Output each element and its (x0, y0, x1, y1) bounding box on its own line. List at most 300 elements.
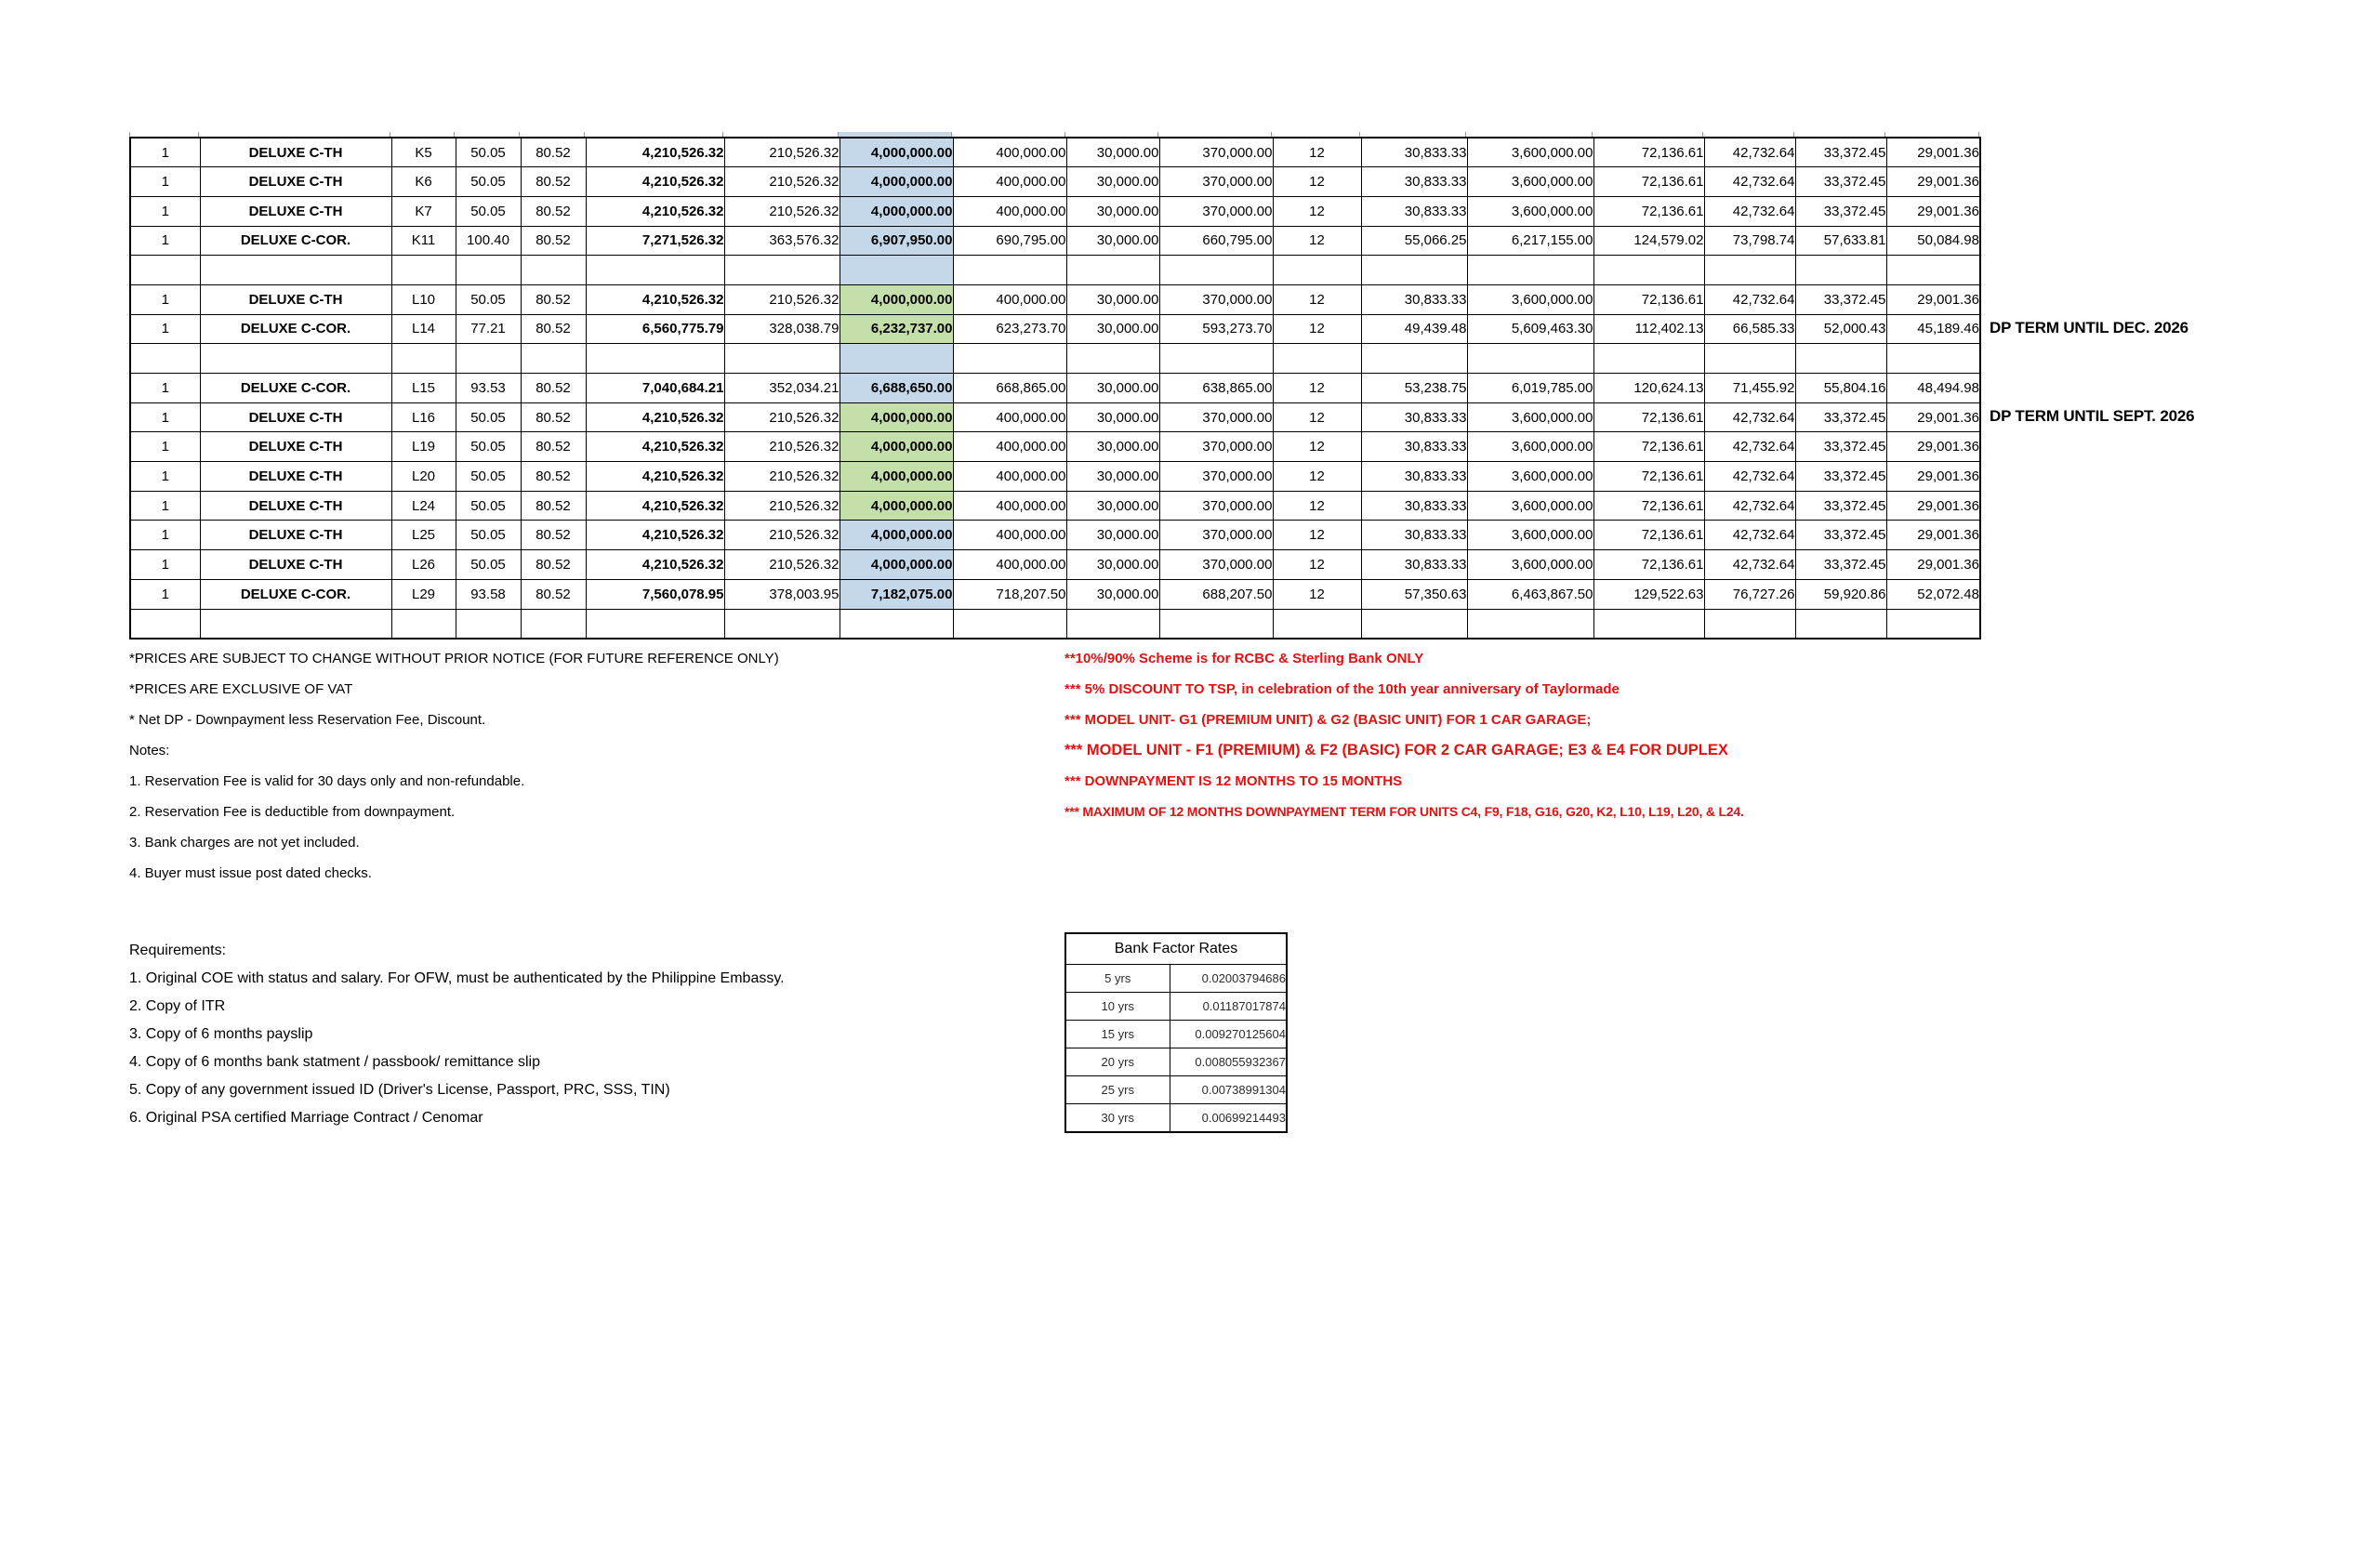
bank-factor-row (1065, 1104, 1287, 1133)
cell: 73,798.74 (1704, 226, 1795, 256)
cell: 29,001.36 (1886, 462, 1980, 492)
cell: 33,372.45 (1795, 432, 1886, 462)
fn-line: * Net DP - Downpayment less Reservation Fee, Discount. (129, 712, 486, 728)
bank-factor-rates-header-row (1065, 933, 1287, 965)
cell: 42,732.64 (1704, 491, 1795, 521)
cell: 12 (1273, 550, 1361, 580)
cell (130, 256, 200, 285)
cell (724, 609, 840, 639)
cell: DELUXE C-COR. (200, 314, 391, 344)
cell: 72,136.61 (1593, 402, 1704, 432)
cell: 400,000.00 (953, 138, 1066, 167)
bank-rate: 0.00738991304 (1170, 1076, 1287, 1104)
dp-term-dec-annotation: DP TERM UNTIL DEC. 2026 (1990, 319, 2188, 336)
fn-line: 4. Buyer must issue post dated checks. (129, 865, 372, 881)
cell: DELUXE C-COR. (200, 226, 391, 256)
cell: 12 (1273, 374, 1361, 403)
cell (953, 256, 1066, 285)
cell: 72,136.61 (1593, 138, 1704, 167)
cell (586, 609, 724, 639)
cell (1795, 344, 1886, 374)
cell: 30,000.00 (1066, 462, 1159, 492)
cell: 6,688,650.00 (840, 374, 953, 403)
price-footnotes (129, 643, 779, 889)
red-line: *** 5% DISCOUNT TO TSP, in celebration of the 10th year anniversary of Taylormade (1064, 681, 1620, 697)
cell (1273, 256, 1361, 285)
cell: DELUXE C-TH (200, 432, 391, 462)
bank-term: 15 yrs (1065, 1021, 1170, 1048)
cell: 1 (130, 314, 200, 344)
cell: 30,000.00 (1066, 314, 1159, 344)
cell: 33,372.45 (1795, 550, 1886, 580)
cell: 5,609,463.30 (1467, 314, 1593, 344)
cell: DELUXE C-TH (200, 521, 391, 550)
cell: 72,136.61 (1593, 491, 1704, 521)
cell: DELUXE C-TH (200, 284, 391, 314)
table-row (130, 344, 1980, 374)
table-row (130, 550, 1980, 580)
cell: 210,526.32 (724, 402, 840, 432)
table-row (130, 402, 1980, 432)
fn-line: 1. Reservation Fee is valid for 30 days only and non-refundable. (129, 773, 525, 789)
cell: 210,526.32 (724, 432, 840, 462)
cell: 4,210,526.32 (586, 491, 724, 521)
cell: 210,526.32 (724, 167, 840, 197)
cell: 30,000.00 (1066, 138, 1159, 167)
cell: 33,372.45 (1795, 138, 1886, 167)
cell: 72,136.61 (1593, 521, 1704, 550)
cell: 30,000.00 (1066, 521, 1159, 550)
cell: 30,000.00 (1066, 374, 1159, 403)
cell: 12 (1273, 226, 1361, 256)
cell (200, 609, 391, 639)
cell: 370,000.00 (1159, 138, 1273, 167)
cell: 50.05 (456, 138, 521, 167)
cell: 363,576.32 (724, 226, 840, 256)
red-line: *** MODEL UNIT- G1 (PREMIUM UNIT) & G2 (BASIC UNIT) FOR 1 CAR GARAGE; (1064, 712, 1592, 728)
cell: 370,000.00 (1159, 462, 1273, 492)
cell: 72,136.61 (1593, 550, 1704, 580)
table-row (130, 432, 1980, 462)
cell: 4,210,526.32 (586, 284, 724, 314)
cell: 7,560,078.95 (586, 579, 724, 609)
cell: 4,210,526.32 (586, 402, 724, 432)
cell (1361, 256, 1467, 285)
cell: 30,000.00 (1066, 226, 1159, 256)
cell: 12 (1273, 402, 1361, 432)
cell: 1 (130, 402, 200, 432)
cell: 42,732.64 (1704, 550, 1795, 580)
cell: 6,463,867.50 (1467, 579, 1593, 609)
cell: 4,210,526.32 (586, 521, 724, 550)
cell: 400,000.00 (953, 462, 1066, 492)
cell: L26 (391, 550, 456, 580)
cell (1066, 256, 1159, 285)
cell: 29,001.36 (1886, 138, 1980, 167)
table-row (130, 138, 1980, 167)
cell: 33,372.45 (1795, 462, 1886, 492)
cell: 50.05 (456, 284, 521, 314)
cell: 100.40 (456, 226, 521, 256)
cell: 112,402.13 (1593, 314, 1704, 344)
requirements-title: Requirements: (129, 943, 227, 958)
cell: 42,732.64 (1704, 402, 1795, 432)
cell: DELUXE C-TH (200, 167, 391, 197)
cell: 80.52 (521, 374, 586, 403)
cell (586, 344, 724, 374)
cell: 4,210,526.32 (586, 196, 724, 226)
cell: 400,000.00 (953, 521, 1066, 550)
cell: 4,000,000.00 (840, 521, 953, 550)
bank-factor-row (1065, 1048, 1287, 1076)
cell (840, 609, 953, 639)
dp-term-sept-annotation: DP TERM UNTIL SEPT. 2026 (1990, 407, 2195, 425)
bank-factor-rates-section (1064, 932, 1288, 1133)
cell: 370,000.00 (1159, 550, 1273, 580)
bank-rate: 0.01187017874 (1170, 993, 1287, 1021)
cell: 4,210,526.32 (586, 462, 724, 492)
fn-line: 3. Bank charges are not yet included. (129, 835, 360, 851)
cell: 45,189.46 (1886, 314, 1980, 344)
cell: 30,833.33 (1361, 462, 1467, 492)
cell (391, 609, 456, 639)
cell: 33,372.45 (1795, 491, 1886, 521)
cell: 57,350.63 (1361, 579, 1467, 609)
cell: 29,001.36 (1886, 432, 1980, 462)
cell: 210,526.32 (724, 138, 840, 167)
cell: 80.52 (521, 196, 586, 226)
cell (1361, 344, 1467, 374)
cell (391, 344, 456, 374)
cell: 12 (1273, 432, 1361, 462)
cell: 623,273.70 (953, 314, 1066, 344)
cell: 1 (130, 579, 200, 609)
cell: 59,920.86 (1795, 579, 1886, 609)
cell (1704, 256, 1795, 285)
cell (840, 344, 953, 374)
cell: 12 (1273, 579, 1361, 609)
cell: 57,633.81 (1795, 226, 1886, 256)
cell: 4,210,526.32 (586, 550, 724, 580)
cell: 29,001.36 (1886, 196, 1980, 226)
cell: 4,210,526.32 (586, 167, 724, 197)
cell (724, 344, 840, 374)
bank-rate: 0.00699214493 (1170, 1104, 1287, 1133)
red-line: *** MAXIMUM OF 12 MONTHS DOWNPAYMENT TERM FOR UNITS C4, F9, F18, G16, G20, K2, L10, L19, L20, & L24. (1064, 804, 1744, 819)
cell: 4,000,000.00 (840, 196, 953, 226)
cell: 1 (130, 167, 200, 197)
cell: 6,019,785.00 (1467, 374, 1593, 403)
cell: 370,000.00 (1159, 521, 1273, 550)
cell: 4,000,000.00 (840, 491, 953, 521)
cell: 42,732.64 (1704, 521, 1795, 550)
cell: 42,732.64 (1704, 138, 1795, 167)
cell: 352,034.21 (724, 374, 840, 403)
cell: 3,600,000.00 (1467, 402, 1593, 432)
cell: 80.52 (521, 226, 586, 256)
table-row (130, 491, 1980, 521)
bank-factor-row (1065, 1076, 1287, 1104)
cell: 1 (130, 521, 200, 550)
cell: 80.52 (521, 314, 586, 344)
cell: 50,084.98 (1886, 226, 1980, 256)
red-line: *** DOWNPAYMENT IS 12 MONTHS TO 15 MONTHS (1064, 773, 1403, 789)
cell (1467, 256, 1593, 285)
cell: 370,000.00 (1159, 402, 1273, 432)
red-line: **10%/90% Scheme is for RCBC & Sterling Bank ONLY (1064, 651, 1424, 666)
cell: 668,865.00 (953, 374, 1066, 403)
cell: 80.52 (521, 521, 586, 550)
bank-term: 10 yrs (1065, 993, 1170, 1021)
cell: 29,001.36 (1886, 167, 1980, 197)
cell: 370,000.00 (1159, 167, 1273, 197)
requirements-list (129, 965, 785, 1132)
cell: 210,526.32 (724, 462, 840, 492)
cell: 72,136.61 (1593, 196, 1704, 226)
bank-term: 30 yrs (1065, 1104, 1170, 1133)
cell: 50.05 (456, 432, 521, 462)
cell: L29 (391, 579, 456, 609)
fn-line: *PRICES ARE EXCLUSIVE OF VAT (129, 681, 353, 697)
cell: 80.52 (521, 579, 586, 609)
table-row (130, 226, 1980, 256)
cell: 50.05 (456, 491, 521, 521)
cell (1467, 609, 1593, 639)
cell: 42,732.64 (1704, 167, 1795, 197)
cell (200, 344, 391, 374)
cell (391, 256, 456, 285)
table-row (130, 284, 1980, 314)
cell: 370,000.00 (1159, 196, 1273, 226)
cell: 12 (1273, 196, 1361, 226)
req-line: 6. Original PSA certified Marriage Contract / Cenomar (129, 1110, 483, 1126)
cell: 3,600,000.00 (1467, 521, 1593, 550)
cell: 7,040,684.21 (586, 374, 724, 403)
cell: 328,038.79 (724, 314, 840, 344)
cell: 210,526.32 (724, 491, 840, 521)
table-row (130, 167, 1980, 197)
cell (1361, 609, 1467, 639)
cell (1066, 344, 1159, 374)
table-row (130, 462, 1980, 492)
cell: 7,271,526.32 (586, 226, 724, 256)
cell: 42,732.64 (1704, 432, 1795, 462)
cell (840, 256, 953, 285)
cell (1886, 256, 1980, 285)
cell (200, 256, 391, 285)
cell: DELUXE C-TH (200, 402, 391, 432)
cell: 638,865.00 (1159, 374, 1273, 403)
cell: 29,001.36 (1886, 550, 1980, 580)
cell: 30,833.33 (1361, 167, 1467, 197)
bank-term: 25 yrs (1065, 1076, 1170, 1104)
cell: 1 (130, 284, 200, 314)
cell: 3,600,000.00 (1467, 432, 1593, 462)
cell (1795, 609, 1886, 639)
cell: 12 (1273, 138, 1361, 167)
cell: 400,000.00 (953, 432, 1066, 462)
cell: 400,000.00 (953, 491, 1066, 521)
cell: 30,000.00 (1066, 550, 1159, 580)
cell: 30,000.00 (1066, 579, 1159, 609)
bank-rate: 0.008055932367 (1170, 1048, 1287, 1076)
cell: 3,600,000.00 (1467, 550, 1593, 580)
cell (1704, 344, 1795, 374)
req-line: 2. Copy of ITR (129, 998, 226, 1014)
cell: 1 (130, 138, 200, 167)
cell: 1 (130, 491, 200, 521)
cell: L16 (391, 402, 456, 432)
cell: 400,000.00 (953, 402, 1066, 432)
cell (724, 256, 840, 285)
cell: 48,494.98 (1886, 374, 1980, 403)
cell: 3,600,000.00 (1467, 491, 1593, 521)
cell: 29,001.36 (1886, 521, 1980, 550)
cell: 3,600,000.00 (1467, 196, 1593, 226)
cell: 30,000.00 (1066, 284, 1159, 314)
cell: 30,833.33 (1361, 521, 1467, 550)
cell: 33,372.45 (1795, 402, 1886, 432)
cell: 30,833.33 (1361, 432, 1467, 462)
cell: 1 (130, 462, 200, 492)
cell (456, 256, 521, 285)
cell: 30,833.33 (1361, 402, 1467, 432)
cell (130, 344, 200, 374)
cell: 77.21 (456, 314, 521, 344)
cell: L20 (391, 462, 456, 492)
cell: L24 (391, 491, 456, 521)
requirements-section (129, 937, 785, 1132)
cell: 72,136.61 (1593, 462, 1704, 492)
cell: 66,585.33 (1704, 314, 1795, 344)
cell: 42,732.64 (1704, 462, 1795, 492)
cell (1593, 344, 1704, 374)
cell: 378,003.95 (724, 579, 840, 609)
cell: 33,372.45 (1795, 284, 1886, 314)
cell: 80.52 (521, 550, 586, 580)
cell (1593, 256, 1704, 285)
fn-line: 2. Reservation Fee is deductible from downpayment. (129, 804, 456, 820)
cell: 50.05 (456, 550, 521, 580)
cell: 660,795.00 (1159, 226, 1273, 256)
table-row (130, 579, 1980, 609)
cell: 120,624.13 (1593, 374, 1704, 403)
cell (1704, 609, 1795, 639)
bank-factor-rates-table (1064, 932, 1288, 1133)
cell: 93.58 (456, 579, 521, 609)
bank-term: 5 yrs (1065, 965, 1170, 993)
cell: 370,000.00 (1159, 491, 1273, 521)
cell: 30,000.00 (1066, 432, 1159, 462)
cell: 53,238.75 (1361, 374, 1467, 403)
cell: L15 (391, 374, 456, 403)
table-row (130, 374, 1980, 403)
cell: 1 (130, 196, 200, 226)
cell: 400,000.00 (953, 167, 1066, 197)
cell: DELUXE C-TH (200, 491, 391, 521)
bank-rate: 0.02003794686 (1170, 965, 1287, 993)
cell: 55,804.16 (1795, 374, 1886, 403)
cell (953, 609, 1066, 639)
cell: L25 (391, 521, 456, 550)
cell: 4,000,000.00 (840, 402, 953, 432)
cell: 33,372.45 (1795, 196, 1886, 226)
cell: 3,600,000.00 (1467, 284, 1593, 314)
cell: 210,526.32 (724, 196, 840, 226)
cell: 4,210,526.32 (586, 432, 724, 462)
cell: 7,182,075.00 (840, 579, 953, 609)
cell: 688,207.50 (1159, 579, 1273, 609)
cell: DELUXE C-TH (200, 462, 391, 492)
bank-factor-row (1065, 993, 1287, 1021)
cell (1467, 344, 1593, 374)
cell: 30,833.33 (1361, 550, 1467, 580)
cell: 400,000.00 (953, 550, 1066, 580)
cell: 80.52 (521, 491, 586, 521)
cell: 210,526.32 (724, 550, 840, 580)
cell: 80.52 (521, 462, 586, 492)
cell: 4,000,000.00 (840, 167, 953, 197)
cell: 30,833.33 (1361, 138, 1467, 167)
cell: 400,000.00 (953, 196, 1066, 226)
pricing-table (129, 137, 1981, 640)
bank-factor-row (1065, 1021, 1287, 1048)
cell: 3,600,000.00 (1467, 138, 1593, 167)
cell (1066, 609, 1159, 639)
cell (456, 609, 521, 639)
cell: 210,526.32 (724, 284, 840, 314)
cell: 49,439.48 (1361, 314, 1467, 344)
cell (1593, 609, 1704, 639)
cell: 6,217,155.00 (1467, 226, 1593, 256)
cell: 29,001.36 (1886, 491, 1980, 521)
cell (1159, 609, 1273, 639)
cell: 42,732.64 (1704, 196, 1795, 226)
cell: 72,136.61 (1593, 432, 1704, 462)
cell: 4,000,000.00 (840, 550, 953, 580)
cell (1273, 609, 1361, 639)
cell: DELUXE C-TH (200, 196, 391, 226)
cell (521, 609, 586, 639)
cell: DELUXE C-COR. (200, 579, 391, 609)
cell: 12 (1273, 284, 1361, 314)
cell: 50.05 (456, 521, 521, 550)
cell: 50.05 (456, 167, 521, 197)
cell: 3,600,000.00 (1467, 167, 1593, 197)
cell: 42,732.64 (1704, 284, 1795, 314)
cell: 6,232,737.00 (840, 314, 953, 344)
cell: 30,833.33 (1361, 196, 1467, 226)
cell: 6,560,775.79 (586, 314, 724, 344)
cell: 30,000.00 (1066, 167, 1159, 197)
cell: 12 (1273, 521, 1361, 550)
bank-term: 20 yrs (1065, 1048, 1170, 1076)
cell (1159, 256, 1273, 285)
cell: 12 (1273, 167, 1361, 197)
cell: 50.05 (456, 462, 521, 492)
fn-line: *PRICES ARE SUBJECT TO CHANGE WITHOUT PRIOR NOTICE (FOR FUTURE REFERENCE ONLY) (129, 651, 779, 666)
cell: 93.53 (456, 374, 521, 403)
cell: 30,000.00 (1066, 491, 1159, 521)
cell: 124,579.02 (1593, 226, 1704, 256)
cell: 1 (130, 374, 200, 403)
req-line: 4. Copy of 6 months bank statment / passbook/ remittance slip (129, 1054, 540, 1070)
cell: 52,072.48 (1886, 579, 1980, 609)
cell: 1 (130, 432, 200, 462)
cell (953, 344, 1066, 374)
cell: 33,372.45 (1795, 167, 1886, 197)
cell (521, 344, 586, 374)
